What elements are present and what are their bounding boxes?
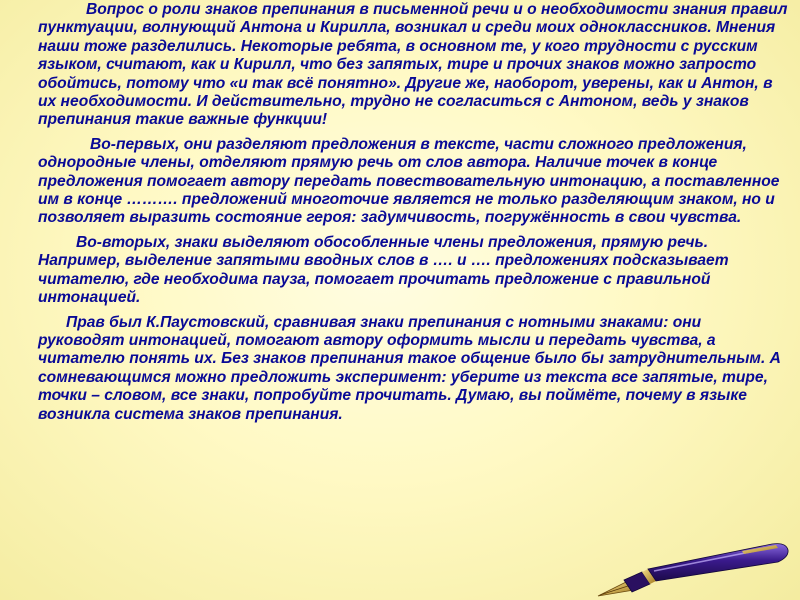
essay-text <box>38 1 790 430</box>
paragraph-second-argument: Во-вторых, знаки выделяют обособленные члены предложения, прямую речь. Например, выделение запятыми вводных слов в …. и …. предложениях подсказывает читателю, где необходима пауза, помогает прочитать предложение с правильной интонацией. <box>38 233 729 307</box>
paragraph-conclusion: Прав был К.Паустовский, сравнивая знаки препинания с нотными знаками: они руководят интонацией, помогают автору оформить мысли и передать чувства, а читателю понять их. Без знаков препинания такое общение было бы затруднительным. А сомневающимся можно предложить эксперимент: уберите из текста все запятые, тире, точки – словом, все знаки, попробуйте прочитать. Думаю, вы поймёте, почему в языке возникла система знаков препинания. <box>38 313 781 423</box>
fountain-pen-icon <box>592 540 792 600</box>
paragraph-first-argument: Во-первых, они разделяют предложения в тексте, части сложного предложения, однородные члены, отделяют прямую речь от слов автора. Наличие точек в конце предложения помогает автору передать повествовательную интонацию, а поставленное им в конце ………. предложений многоточие является не только разделяющим знаком, но и позволяет выразить состояние героя: задумчивость, погружённость в свои чувства. <box>38 135 780 227</box>
paragraph-intro: Вопрос о роли знаков препинания в письменной речи и о необходимости знания правил пунктуации, волнующий Антона и Кирилла, возникал и среди моих одноклассников. Мнения наши тоже разделились. Некоторые ребята, в основном те, у кого трудности с русским языком, считают, как и Кирилл, что без запятых, тире и прочих знаков можно запросто обойтись, потому что «и так всё понятно». Другие же, наоборот, уверены, как и Антон, в их необходимости. И действительно, трудно не согласиться с Антоном, ведь у знаков препинания такие важные функции! <box>38 1 788 129</box>
